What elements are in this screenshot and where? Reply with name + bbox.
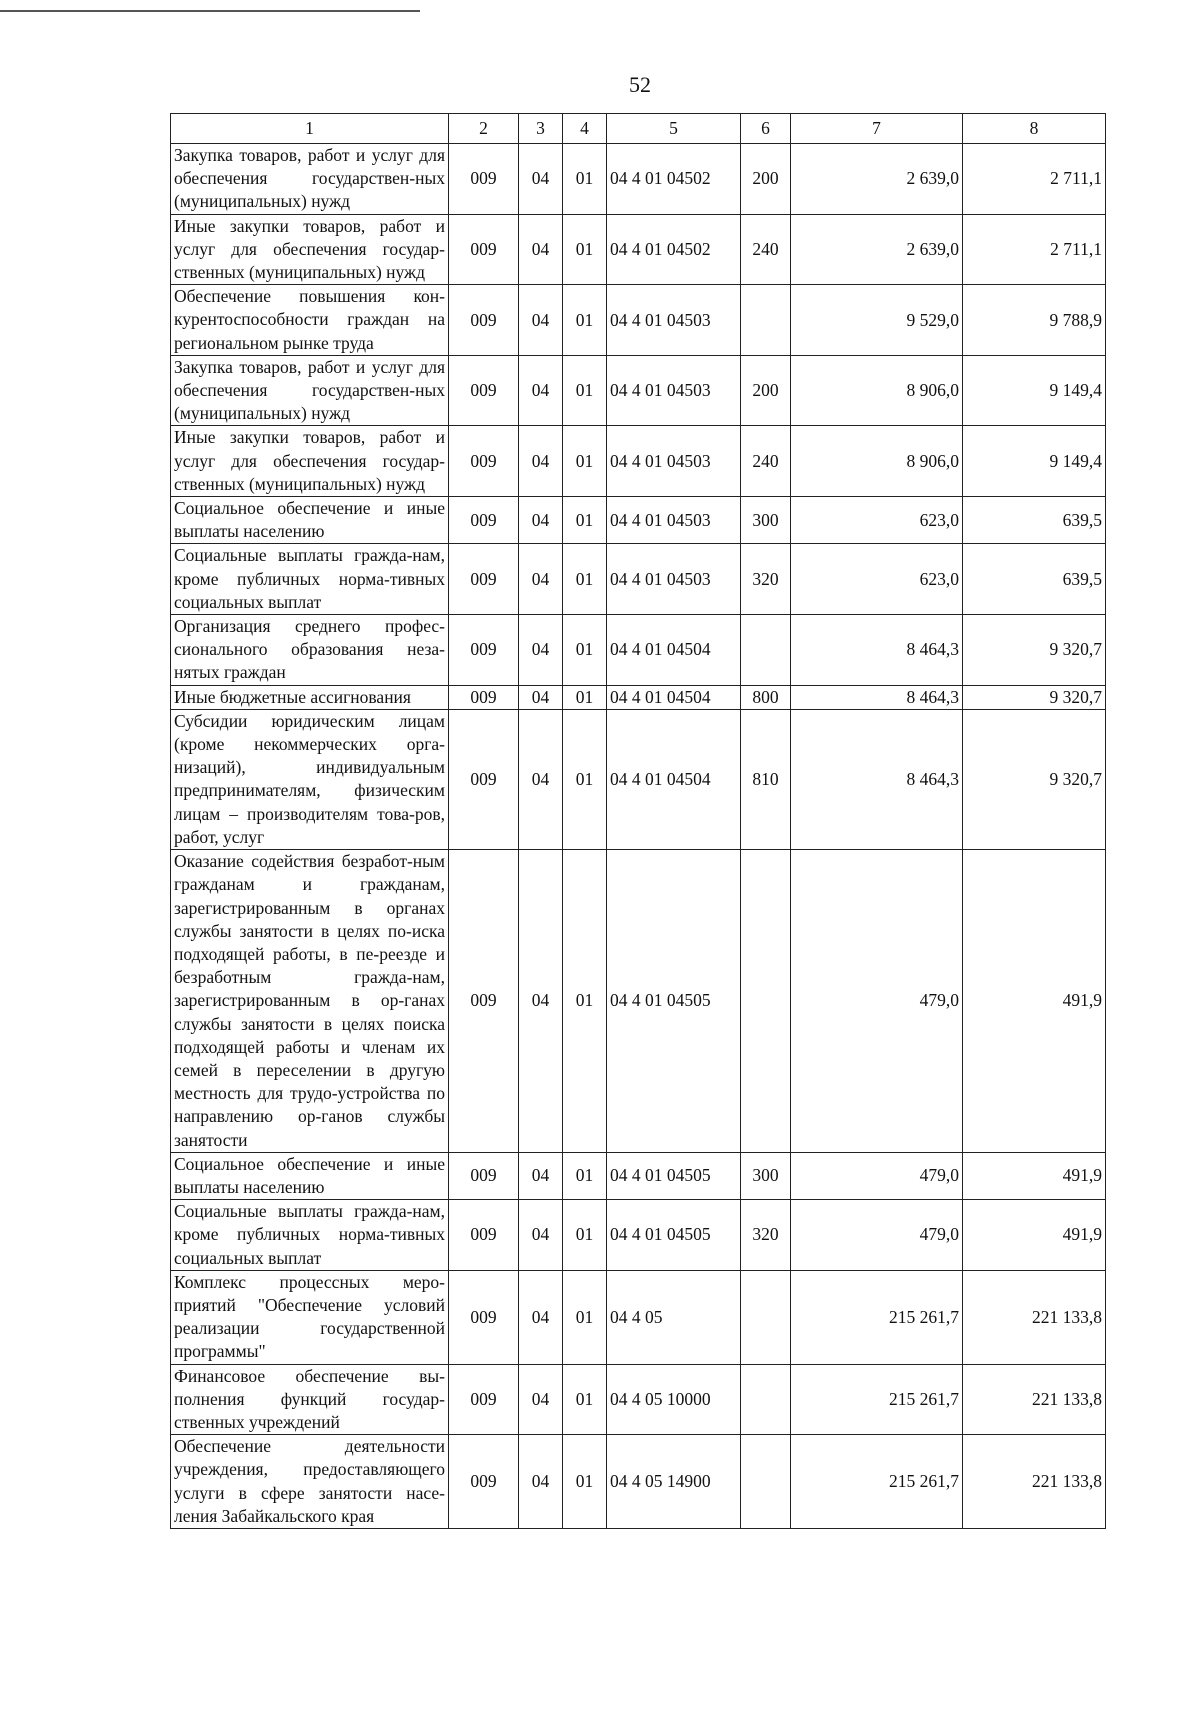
ministry-code: 009 (449, 285, 519, 356)
section-code: 04 (519, 144, 563, 215)
expense-type-code: 300 (741, 497, 791, 544)
target-article-code: 04 4 01 04503 (607, 426, 741, 497)
amount-year-1: 8 906,0 (791, 426, 963, 497)
target-article-code: 04 4 01 04505 (607, 850, 741, 1153)
section-code: 04 (519, 497, 563, 544)
amount-year-2: 221 133,8 (963, 1364, 1106, 1435)
expense-type-code: 300 (741, 1152, 791, 1199)
subsection-code: 01 (563, 709, 607, 849)
row-description: Организация среднего профес-сионального образования неза-нятых граждан (171, 615, 449, 686)
subsection-code: 01 (563, 144, 607, 215)
ministry-code: 009 (449, 544, 519, 615)
ministry-code: 009 (449, 426, 519, 497)
amount-year-1: 9 529,0 (791, 285, 963, 356)
row-description: Финансовое обеспечение вы-полнения функций государ-ственных учреждений (171, 1364, 449, 1435)
amount-year-1: 479,0 (791, 850, 963, 1153)
section-code: 04 (519, 1364, 563, 1435)
table-row (171, 1364, 1106, 1435)
row-description: Обеспечение повышения кон-курентоспособности граждан на региональном рынке труда (171, 285, 449, 356)
table-row (171, 1152, 1106, 1199)
amount-year-1: 8 464,3 (791, 709, 963, 849)
ministry-code: 009 (449, 1152, 519, 1199)
amount-year-1: 2 639,0 (791, 214, 963, 285)
header-cell: 1 (171, 114, 449, 144)
amount-year-2: 639,5 (963, 544, 1106, 615)
expense-type-code: 200 (741, 355, 791, 426)
target-article-code: 04 4 01 04503 (607, 355, 741, 426)
table-row (171, 144, 1106, 215)
amount-year-1: 479,0 (791, 1200, 963, 1271)
table-row (171, 685, 1106, 709)
target-article-code: 04 4 01 04504 (607, 615, 741, 686)
header-cell: 8 (963, 114, 1106, 144)
section-code: 04 (519, 850, 563, 1153)
subsection-code: 01 (563, 1364, 607, 1435)
target-article-code: 04 4 01 04504 (607, 709, 741, 849)
table-row (171, 497, 1106, 544)
section-code: 04 (519, 1200, 563, 1271)
amount-year-2: 9 320,7 (963, 615, 1106, 686)
ministry-code: 009 (449, 1200, 519, 1271)
table-row (171, 1270, 1106, 1364)
expense-type-code: 240 (741, 214, 791, 285)
section-code: 04 (519, 544, 563, 615)
subsection-code: 01 (563, 615, 607, 686)
amount-year-2: 221 133,8 (963, 1270, 1106, 1364)
subsection-code: 01 (563, 850, 607, 1153)
table-row (171, 850, 1106, 1153)
amount-year-1: 623,0 (791, 544, 963, 615)
header-row (171, 114, 1106, 144)
table-row (171, 615, 1106, 686)
table-row (171, 544, 1106, 615)
amount-year-1: 2 639,0 (791, 144, 963, 215)
amount-year-1: 8 464,3 (791, 615, 963, 686)
subsection-code: 01 (563, 1435, 607, 1529)
expense-type-code: 320 (741, 1200, 791, 1271)
expense-type-code: 240 (741, 426, 791, 497)
subsection-code: 01 (563, 1200, 607, 1271)
section-code: 04 (519, 285, 563, 356)
target-article-code: 04 4 05 (607, 1270, 741, 1364)
amount-year-2: 639,5 (963, 497, 1106, 544)
section-code: 04 (519, 1270, 563, 1364)
row-description: Закупка товаров, работ и услуг для обеспечения государствен-ных (муниципальных) нужд (171, 355, 449, 426)
row-description: Иные закупки товаров, работ и услуг для обеспечения государ-ственных (муниципальных) нужд (171, 214, 449, 285)
target-article-code: 04 4 01 04503 (607, 497, 741, 544)
table-row (171, 1435, 1106, 1529)
header-cell: 3 (519, 114, 563, 144)
expense-type-code (741, 1364, 791, 1435)
amount-year-1: 623,0 (791, 497, 963, 544)
subsection-code: 01 (563, 1270, 607, 1364)
target-article-code: 04 4 01 04504 (607, 685, 741, 709)
row-description: Обеспечение деятельности учреждения, предоставляющего услуги в сфере занятости насе-ления Забайкальского края (171, 1435, 449, 1529)
ministry-code: 009 (449, 850, 519, 1153)
amount-year-2: 9 320,7 (963, 685, 1106, 709)
section-code: 04 (519, 1152, 563, 1199)
amount-year-2: 491,9 (963, 1200, 1106, 1271)
row-description: Социальные выплаты гражда-нам, кроме публичных норма-тивных социальных выплат (171, 1200, 449, 1271)
target-article-code: 04 4 01 04503 (607, 285, 741, 356)
amount-year-1: 215 261,7 (791, 1364, 963, 1435)
row-description: Социальное обеспечение и иные выплаты населению (171, 497, 449, 544)
ministry-code: 009 (449, 144, 519, 215)
table-row (171, 214, 1106, 285)
amount-year-2: 9 320,7 (963, 709, 1106, 849)
table-row (171, 355, 1106, 426)
amount-year-2: 491,9 (963, 1152, 1106, 1199)
amount-year-2: 2 711,1 (963, 144, 1106, 215)
header-cell: 5 (607, 114, 741, 144)
row-description: Комплекс процессных меро-приятий "Обеспечение условий реализации государственной программы" (171, 1270, 449, 1364)
expense-type-code: 810 (741, 709, 791, 849)
amount-year-1: 8 464,3 (791, 685, 963, 709)
section-code: 04 (519, 426, 563, 497)
subsection-code: 01 (563, 426, 607, 497)
target-article-code: 04 4 01 04505 (607, 1200, 741, 1271)
table-row (171, 1200, 1106, 1271)
expense-type-code (741, 615, 791, 686)
ministry-code: 009 (449, 497, 519, 544)
header-cell: 4 (563, 114, 607, 144)
amount-year-1: 479,0 (791, 1152, 963, 1199)
expense-type-code (741, 1270, 791, 1364)
expense-type-code: 200 (741, 144, 791, 215)
expense-type-code (741, 1435, 791, 1529)
subsection-code: 01 (563, 285, 607, 356)
target-article-code: 04 4 01 04503 (607, 544, 741, 615)
header-cell: 6 (741, 114, 791, 144)
ministry-code: 009 (449, 709, 519, 849)
section-code: 04 (519, 1435, 563, 1529)
row-description: Субсидии юридическим лицам (кроме некоммерческих орга-низаций), индивидуальным предпринимателям, физическим лицам – производителям това-ров, работ, услуг (171, 709, 449, 849)
amount-year-2: 2 711,1 (963, 214, 1106, 285)
target-article-code: 04 4 01 04505 (607, 1152, 741, 1199)
subsection-code: 01 (563, 1152, 607, 1199)
header-cell: 2 (449, 114, 519, 144)
budget-table (170, 113, 1106, 1529)
page-number: 52 (629, 72, 651, 97)
section-code: 04 (519, 685, 563, 709)
amount-year-2: 491,9 (963, 850, 1106, 1153)
expense-type-code: 320 (741, 544, 791, 615)
row-description: Социальное обеспечение и иные выплаты населению (171, 1152, 449, 1199)
section-code: 04 (519, 355, 563, 426)
table-row (171, 709, 1106, 849)
target-article-code: 04 4 01 04502 (607, 214, 741, 285)
subsection-code: 01 (563, 544, 607, 615)
table-row (171, 426, 1106, 497)
expense-type-code (741, 850, 791, 1153)
subsection-code: 01 (563, 214, 607, 285)
amount-year-1: 8 906,0 (791, 355, 963, 426)
ministry-code: 009 (449, 615, 519, 686)
row-description: Иные закупки товаров, работ и услуг для обеспечения государ-ственных (муниципальных) нужд (171, 426, 449, 497)
amount-year-2: 9 788,9 (963, 285, 1106, 356)
amount-year-1: 215 261,7 (791, 1435, 963, 1529)
target-article-code: 04 4 05 14900 (607, 1435, 741, 1529)
ministry-code: 009 (449, 685, 519, 709)
target-article-code: 04 4 05 10000 (607, 1364, 741, 1435)
ministry-code: 009 (449, 355, 519, 426)
amount-year-2: 9 149,4 (963, 355, 1106, 426)
amount-year-2: 221 133,8 (963, 1435, 1106, 1529)
ministry-code: 009 (449, 214, 519, 285)
row-description: Оказание содействия безработ-ным гражданам и гражданам, зарегистрированным в органах службы занятости в целях по-иска подходящей работы, в пе-реезде и безработным гражда-нам, зарегистрированным в ор-ганах службы занятости в целях поиска подходящей работы и членам их семей в переселении в другую местность для трудо-устройства по направлению ор-ганов службы занятости (171, 850, 449, 1153)
row-description: Иные бюджетные ассигнования (171, 685, 449, 709)
ministry-code: 009 (449, 1270, 519, 1364)
amount-year-2: 9 149,4 (963, 426, 1106, 497)
expense-type-code: 800 (741, 685, 791, 709)
amount-year-1: 215 261,7 (791, 1270, 963, 1364)
subsection-code: 01 (563, 355, 607, 426)
row-description: Закупка товаров, работ и услуг для обеспечения государствен-ных (муниципальных) нужд (171, 144, 449, 215)
header-cell: 7 (791, 114, 963, 144)
ministry-code: 009 (449, 1364, 519, 1435)
section-code: 04 (519, 214, 563, 285)
row-description: Социальные выплаты гражда-нам, кроме публичных норма-тивных социальных выплат (171, 544, 449, 615)
expense-type-code (741, 285, 791, 356)
section-code: 04 (519, 615, 563, 686)
table-row (171, 285, 1106, 356)
subsection-code: 01 (563, 685, 607, 709)
subsection-code: 01 (563, 497, 607, 544)
target-article-code: 04 4 01 04502 (607, 144, 741, 215)
ministry-code: 009 (449, 1435, 519, 1529)
section-code: 04 (519, 709, 563, 849)
top-edge-line (0, 10, 420, 12)
